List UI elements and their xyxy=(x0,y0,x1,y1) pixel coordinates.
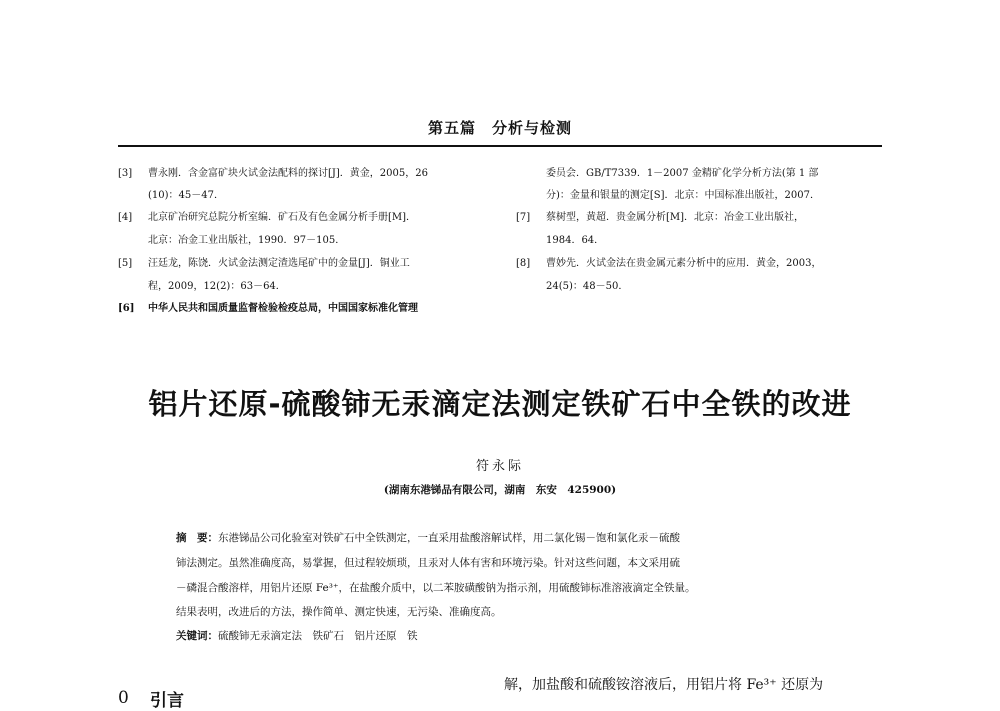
reference-8 xyxy=(516,258,821,270)
reference-5 xyxy=(118,258,410,270)
keywords-line xyxy=(176,628,836,643)
reference-4-cont: 北京：冶金工业出版社，1990．97－105． xyxy=(148,235,346,246)
reference-3-cont: (10)：45－47． xyxy=(148,190,224,201)
reference-6-cont: 委员会．GB/T7339．1－2007 金精矿化学分析方法(第 1 部 xyxy=(546,168,819,179)
abstract-line: 结果表明，改进后的方法，操作简单、测定快速，无污染、准确度高。 xyxy=(176,606,502,618)
reference-text: 蔡树型，黄超．贵金属分析[M]．北京：冶金工业出版社， xyxy=(546,212,805,223)
reference-8-cont: 24(5)：48－50． xyxy=(546,281,629,292)
article-author: 符永际 xyxy=(475,459,524,474)
reference-5-cont: 程，2009，12(2)：63－64． xyxy=(148,281,286,292)
reference-6 xyxy=(118,303,418,315)
reference-text: 曹永刚．含金富矿块火试金法配料的探讨[J]．黄金，2005，26 xyxy=(148,168,428,179)
section-title: 引言 xyxy=(150,691,184,711)
reference-7-cont: 1984．64． xyxy=(546,235,605,246)
reference-text: 汪廷龙，陈饶．火试金法测定渣选尾矿中的金量[J]．铜业工 xyxy=(148,258,410,269)
reference-text: 曹妙先．火试金法在贵金属元素分析中的应用．黄金，2003， xyxy=(546,258,822,269)
reference-4 xyxy=(118,212,416,224)
body-text: 解，加盐酸和硫酸铵溶液后，用铝片将 Fe³⁺ 还原为 xyxy=(504,677,824,693)
keywords-label: 关键词： xyxy=(176,630,218,642)
reference-7 xyxy=(516,212,804,224)
reference-text: 中华人民共和国质量监督检验检疫总局，中国国家标准化管理 xyxy=(148,303,418,314)
reference-number: [8] xyxy=(516,258,531,269)
abstract-line xyxy=(176,530,836,545)
abstract-line: 铈法测定。虽然准确度高，易掌握，但过程较烦琐，且汞对人体有害和环境污染。针对这些问题，本文采用硫 xyxy=(176,557,680,569)
reference-number: [6] xyxy=(118,303,135,314)
reference-number: [4] xyxy=(118,212,133,223)
abstract-line: －磷混合酸溶样，用铝片还原 Fe³⁺，在盐酸介质中，以二苯胺磺酸钠为指示剂，用硫酸铈标准溶液滴定全铁量。 xyxy=(176,582,696,594)
abstract-text: 东港锑品公司化验室对铁矿石中全铁测定，一直采用盐酸溶解试样，用二氯化锡－饱和氯化汞－硫酸 xyxy=(218,532,680,544)
article-title: 铝片还原-硫酸铈无汞滴定法测定铁矿石中全铁的改进 xyxy=(148,387,852,421)
reference-number: [3] xyxy=(118,168,133,179)
reference-6-cont-2: 分)：金量和银量的测定[S]．北京：中国标准出版社，2007． xyxy=(546,190,821,201)
abstract-label: 摘 要： xyxy=(176,532,218,544)
header-rule xyxy=(118,145,882,147)
running-header: 第五篇 分析与检测 xyxy=(427,119,572,137)
reference-text: 北京矿冶研究总院分析室编．矿石及有色金属分析手册[M]． xyxy=(148,212,417,223)
reference-3 xyxy=(118,168,428,180)
reference-number: [5] xyxy=(118,258,133,269)
reference-number: [7] xyxy=(516,212,531,223)
section-number: 0 xyxy=(118,688,129,708)
article-affiliation: (湖南东港锑品有限公司，湖南 东安 425900) xyxy=(383,484,617,496)
keywords-text: 硫酸铈无汞滴定法 铁矿石 铝片还原 铁 xyxy=(218,630,418,642)
